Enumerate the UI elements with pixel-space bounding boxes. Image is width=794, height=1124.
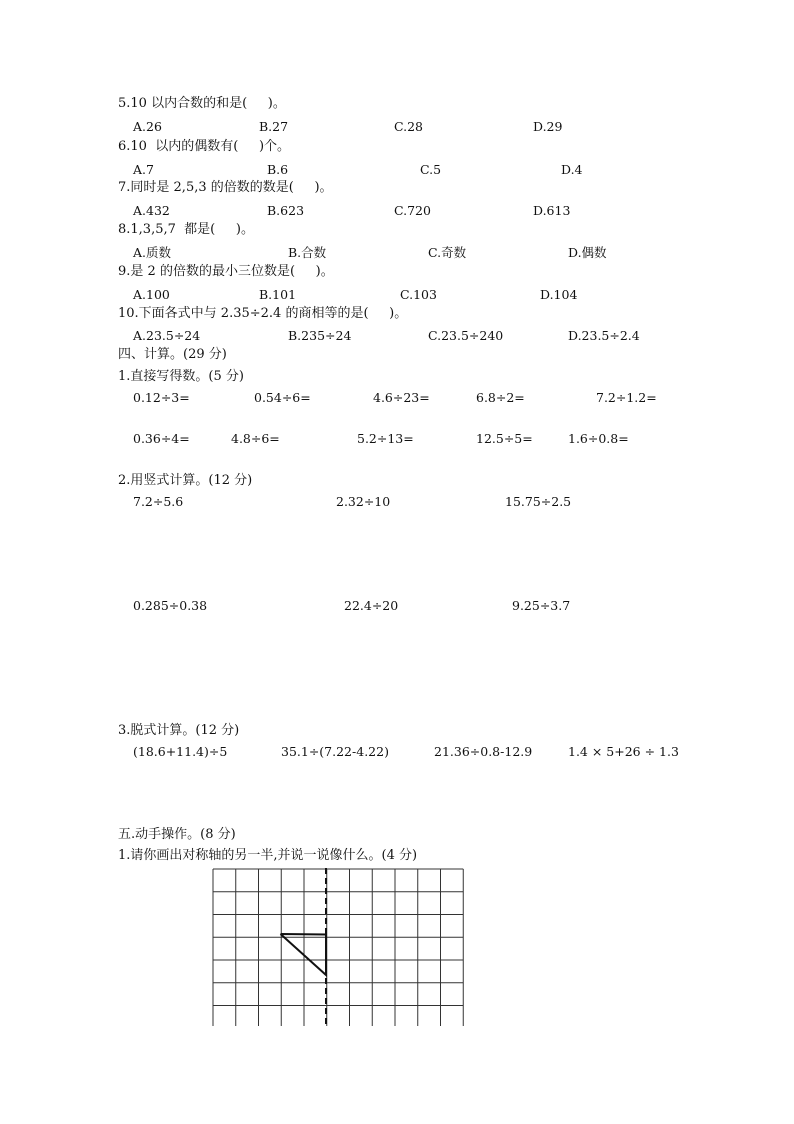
symmetry-grid-figure <box>212 868 464 1026</box>
option-a: A.7 <box>133 162 154 177</box>
option-a: A.100 <box>133 287 170 302</box>
option-a: A.质数 <box>133 245 172 260</box>
problem: 4.6÷23= <box>373 390 430 405</box>
part-3-title: 3.脱式计算。(12 分) <box>118 723 240 738</box>
problem: 0.36÷4= <box>133 431 190 446</box>
problem: 12.5÷5= <box>476 431 533 446</box>
option-c: C.28 <box>394 119 423 134</box>
question-7-stem: 7.同时是 2,5,3 的倍数的数是( )。 <box>118 180 333 195</box>
problem: 21.36÷0.8-12.9 <box>434 744 533 759</box>
question-6-options <box>0 162 794 178</box>
problem: 4.8÷6= <box>231 431 280 446</box>
option-b: B.235÷24 <box>288 328 352 343</box>
question-5-options <box>0 119 794 135</box>
question-8-options <box>0 245 794 261</box>
problem: 1.4 × 5+26 ÷ 1.3 <box>568 744 679 759</box>
problem: 7.2÷5.6 <box>133 494 184 509</box>
option-b: B.6 <box>267 162 289 177</box>
problem: (18.6+11.4)÷5 <box>133 744 228 759</box>
problem: 2.32÷10 <box>336 494 391 509</box>
option-d: D.613 <box>533 203 571 218</box>
part-2-title: 2.用竖式计算。(12 分) <box>118 473 253 488</box>
oral-calc-row-2 <box>0 431 794 447</box>
question-7-options <box>0 203 794 219</box>
option-b: B.合数 <box>288 245 327 260</box>
vertical-calc-row-1 <box>0 494 794 510</box>
question-6-stem: 6.10 以内的偶数有( )个。 <box>118 139 291 154</box>
problem: 22.4÷20 <box>344 598 399 613</box>
option-d: D.4 <box>561 162 583 177</box>
option-d: D.29 <box>533 119 563 134</box>
option-b: B.623 <box>267 203 305 218</box>
stepwise-calc-row <box>0 744 794 760</box>
section-5-title: 五.动手操作。(8 分) <box>118 827 236 842</box>
problem: 9.25÷3.7 <box>512 598 571 613</box>
vertical-calc-row-2 <box>0 598 794 614</box>
question-10-options <box>0 328 794 344</box>
option-c: C.23.5÷240 <box>428 328 504 343</box>
symmetry-grid <box>212 868 464 1026</box>
section-4-title: 四、计算。(29 分) <box>118 347 227 362</box>
question-9-stem: 9.是 2 的倍数的最小三位数是( )。 <box>118 264 334 279</box>
option-d: D.104 <box>540 287 578 302</box>
question-10-stem: 10.下面各式中与 2.35÷2.4 的商相等的是( )。 <box>118 306 408 321</box>
question-9-options <box>0 287 794 303</box>
oral-calc-row-1 <box>0 390 794 406</box>
option-a: A.432 <box>133 203 170 218</box>
option-c: C.奇数 <box>428 245 467 260</box>
option-c: C.103 <box>400 287 437 302</box>
option-b: B.27 <box>259 119 289 134</box>
problem: 0.54÷6= <box>254 390 311 405</box>
question-8-stem: 8.1,3,5,7 都是( )。 <box>118 222 254 237</box>
half-shape <box>281 934 327 975</box>
problem: 0.285÷0.38 <box>133 598 208 613</box>
problem: 1.6÷0.8= <box>568 431 629 446</box>
option-a: A.23.5÷24 <box>133 328 201 343</box>
problem: 35.1÷(7.22-4.22) <box>281 744 389 759</box>
option-c: C.720 <box>394 203 431 218</box>
option-d: D.23.5÷2.4 <box>568 328 640 343</box>
problem: 7.2÷1.2= <box>596 390 657 405</box>
option-d: D.偶数 <box>568 245 607 260</box>
option-a: A.26 <box>133 119 162 134</box>
problem: 15.75÷2.5 <box>505 494 572 509</box>
question-5-stem: 5.10 以内合数的和是( )。 <box>118 96 286 111</box>
problem: 0.12÷3= <box>133 390 190 405</box>
option-b: B.101 <box>259 287 297 302</box>
part-5-1-title: 1.请你画出对称轴的另一半,并说一说像什么。(4 分) <box>118 848 418 863</box>
problem: 5.2÷13= <box>357 431 414 446</box>
part-1-title: 1.直接写得数。(5 分) <box>118 369 244 384</box>
problem: 6.8÷2= <box>476 390 525 405</box>
option-c: C.5 <box>420 162 442 177</box>
